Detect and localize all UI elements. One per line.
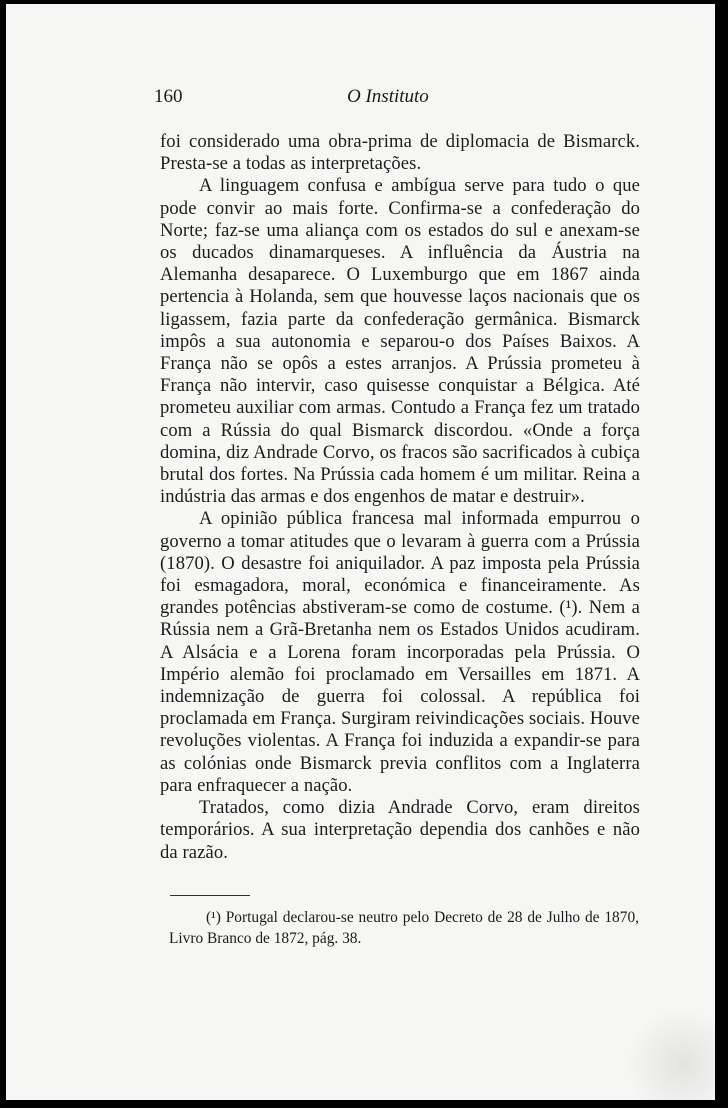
paragraph-3: A opinião pública francesa mal informada empurrou o governo a tomar atitudes que o levaram à guerra com a Prússia (1870). O desastre foi aniquilador. A paz imposta pela Prússia foi esmagadora, moral, económica e financeiramente. As grandes potências abstiveram-se como de costume. (¹). Nem a Rússia nem a Grã-Bretanha nem os Estados Unidos acudiram. A Alsácia e a Lorena foram incorporadas pela Prússia. O Império alemão foi proclamado em Versailles em 1871. A indemnização de guerra foi colossal. A república foi proclamada em França. Surgiram reivindicações sociais. Houve revoluções violentas. A França foi induzida a expandir-se para as colónias onde Bismarck previa conflitos com a Inglaterra para enfraquecer a nação. [160,508,640,796]
footnote-text: (¹) Portugal declarou-se neutro pelo Decreto de 28 de Julho de 1870, Livro Branco de 1872, pág. 38. [169,909,639,947]
paragraph-2: A linguagem confusa e ambígua serve para tudo o que pode convir ao mais forte. Confirma-se a confederação do Norte; faz-se uma aliança com os estados do sul e anexam-se os ducados dinamarqueses. A influência da Áustria na Alemanha desaparece. O Luxemburgo que em 1867 ainda pertencia à Holanda, sem que houvesse laços nacionais que os ligassem, fazia parte da confederação germânica. Bismarck impôs a sua autonomia e separou-o dos Países Baixos. A França não se opôs a estes arranjos. A Prússia prometeu à França não intervir, caso quisesse conquistar a Bélgica. Até prometeu auxiliar com armas. Contudo a França fez um tratado com a Rússia do qual Bismarck discordou. «Onde a força domina, diz Andrade Corvo, os fracos são sacrificados à cubiça brutal dos fortes. Na Prússia cada homem é um militar. Reina a indústria das armas e dos engenhos de matar e destruir». [160,175,640,508]
book-page [6,4,715,1100]
running-title: O Instituto [347,86,429,107]
paragraph-1: foi considerado uma obra-prima de diplomacia de Bismarck. Presta-se a todas as interpretações. [160,131,640,175]
scan-speckle [605,1010,715,1100]
paragraph-4: Tratados, como dizia Andrade Corvo, eram direitos temporários. A sua interpretação dependia dos canhões e não da razão. [160,797,640,863]
page-header [154,82,644,112]
footnote-divider [170,895,250,896]
footnote [169,907,639,949]
page-number: 160 [154,86,183,107]
body-text [160,131,640,864]
